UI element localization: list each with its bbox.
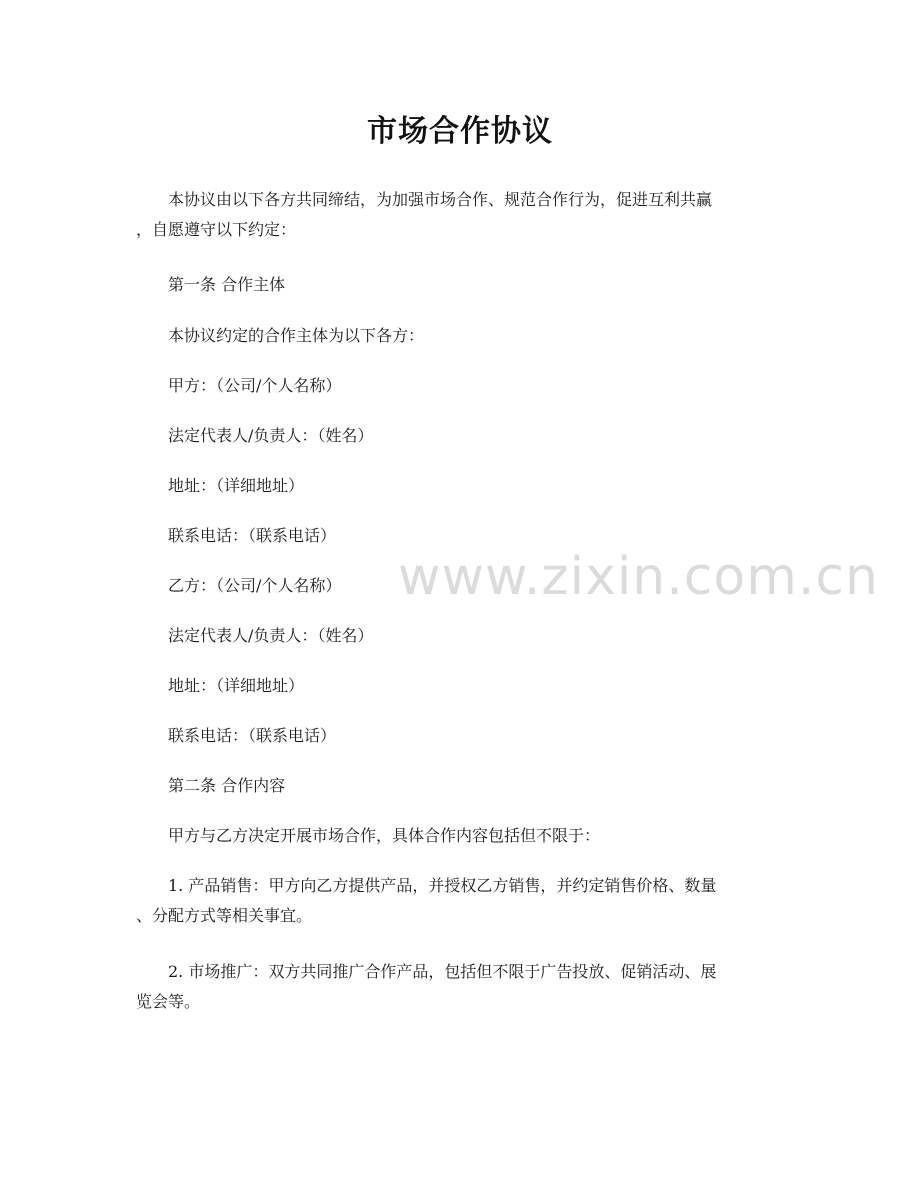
party-a-name (136, 371, 784, 401)
section-heading-2 (136, 771, 784, 801)
party-a-phone (136, 521, 784, 551)
paragraph-line: 2. 市场推广：双方共同推广合作产品，包括但不限于广告投放、促销活动、展 (168, 962, 717, 981)
paragraph-line: 本协议由以下各方共同缔结，为加强市场合作、规范合作行为，促进互利共赢 (168, 190, 713, 209)
list-item-product-sales (136, 871, 784, 931)
paragraph-preamble (136, 185, 784, 245)
party-b-address (136, 671, 784, 701)
paragraph-line: 联系电话：（联系电话） (168, 726, 337, 745)
paragraph-line: 第一条 合作主体 (168, 275, 286, 294)
party-b-name (136, 571, 784, 601)
party-a-address (136, 471, 784, 501)
paragraph-line: 本协议约定的合作主体为以下各方： (168, 326, 425, 345)
watermark: www.zixin.com.cn (398, 547, 879, 607)
party-a-representative (136, 421, 784, 451)
paragraph-line: 法定代表人/负责人：（姓名） (168, 626, 374, 645)
paragraph-line: 地址：（详细地址） (168, 676, 305, 695)
paragraph-line: 、分配方式等相关事宜。 (136, 906, 313, 925)
paragraph-line: 览会等。 (136, 992, 201, 1011)
paragraph-line: 第二条 合作内容 (168, 776, 286, 795)
paragraph-line: 甲方与乙方决定开展市场合作，具体合作内容包括但不限于： (168, 826, 601, 845)
paragraph-line: 法定代表人/负责人：（姓名） (168, 426, 374, 445)
paragraph-line: 地址：（详细地址） (168, 476, 305, 495)
section-heading-1 (136, 270, 784, 300)
paragraph-line: 1. 产品销售：甲方向乙方提供产品，并授权乙方销售，并约定销售价格、数量 (168, 876, 717, 895)
list-item-market-promotion (136, 957, 784, 1017)
party-b-representative (136, 621, 784, 651)
party-b-phone (136, 721, 784, 751)
paragraph-content-intro (136, 821, 784, 851)
document-title: 市场合作协议 (367, 114, 553, 149)
paragraph-line: 甲方：（公司/个人名称） (168, 376, 342, 395)
paragraph-line: 联系电话：（联系电话） (168, 526, 337, 545)
paragraph-parties-intro (136, 321, 784, 351)
paragraph-line: 乙方：（公司/个人名称） (168, 576, 342, 595)
paragraph-line: ，自愿遵守以下约定： (136, 220, 297, 239)
